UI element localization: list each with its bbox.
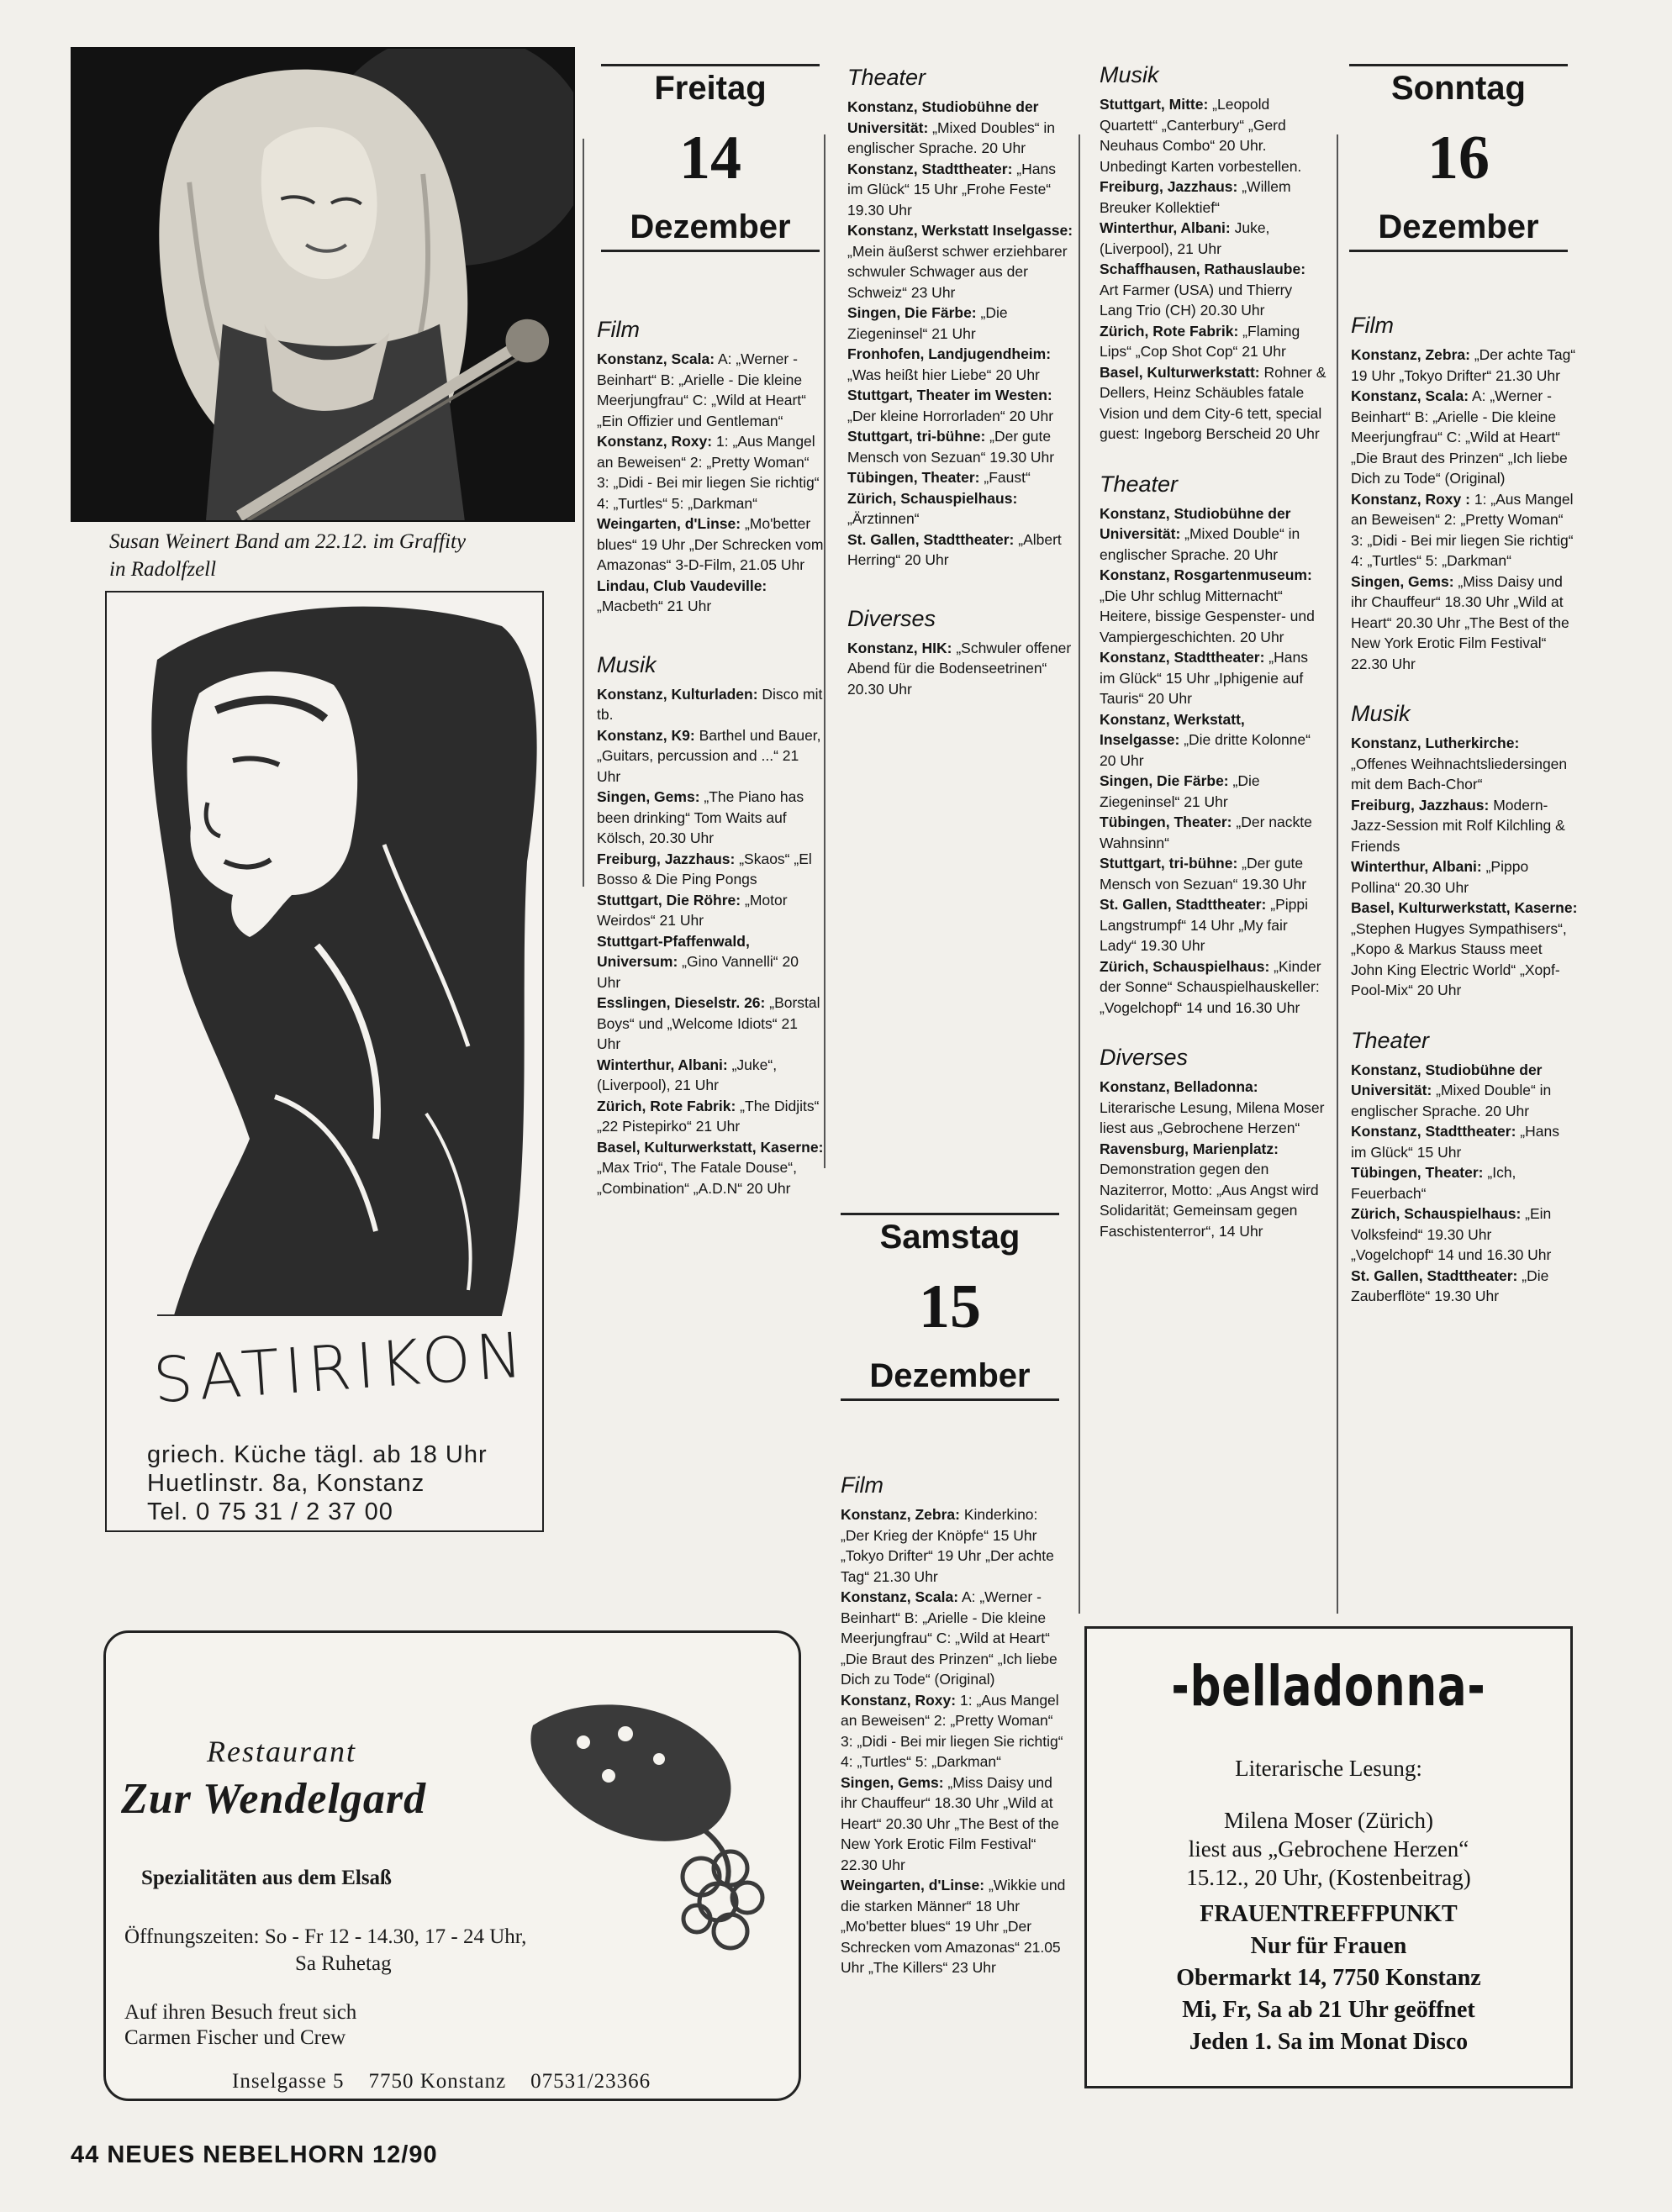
section-heading: Theater [1351,1027,1430,1053]
wendelgard-visit: Carmen Fischer und Crew [124,2026,346,2049]
listing-entry [1100,894,1327,956]
listing-column [1351,311,1578,1307]
listing-venue: Stuttgart, Mitte: [1100,96,1209,113]
section [1351,1026,1578,1307]
weekday: Freitag [654,70,767,107]
section-heading: Film [597,317,640,342]
listing-text: „Willem Breuker Kollektief“ [1100,178,1291,216]
listing-text: Art Farmer (USA) und Thierry Lang Trio (CH) 20.30 Uhr [1100,281,1293,319]
listing-entry [1351,1266,1578,1307]
listing-text: „Was heißt hier Liebe“ 20 Uhr [847,366,1040,383]
listing-entry [597,1137,824,1199]
listing-entry [1100,1077,1327,1139]
listing-entry [597,993,824,1055]
listing-venue: Freiburg, Jazzhaus: [1100,178,1238,195]
listing-entry [847,97,1074,159]
listing-text: „Die Ziegeninsel“ 21 Uhr [1100,772,1260,810]
listing-text: „Kinder der Sonne“ Schauspielhauskeller: „Vogelchopf“ 14 und 16.30 Uhr [1100,957,1321,1016]
listing-entry [597,725,824,787]
listing-text: Rohner & Dellers, Heinz Schäubles fatale Vision und dem City-6 tett, special guest: Ingeborg Berscheid 20 Uhr [1100,363,1327,442]
listing-text: „Pippi Langstrumpf“ 14 Uhr „My fair Lady“ 19.30 Uhr [1100,896,1308,954]
listing-venue: Basel, Kulturwerkstatt, Kaserne: [597,1138,824,1156]
grapes-icon [516,1692,785,1969]
listing-venue: Singen, Gems: [841,1773,944,1791]
listing-text: „Die dritte Kolonne“ 20 Uhr [1100,731,1311,769]
listing-venue: Konstanz, Roxy: [597,433,713,450]
belladonna-open: Mi, Fr, Sa ab 21 Uhr geöffnet [1182,1997,1475,2023]
listing-text: „The Piano has been drinking“ Tom Waits auf Kölsch, 20.30 Uhr [597,788,804,846]
section [597,650,824,1199]
listing-text: „Macbeth“ 21 Uhr [597,598,712,614]
listing-venue: Konstanz, Kulturladen: [597,685,758,703]
listing-text: „Hans im Glück“ 15 Uhr „Frohe Feste“ 19.30 Uhr [847,160,1056,219]
listing-venue: Konstanz, Studiobühne der Universität: [847,98,1039,136]
belladonna-ad [1084,1626,1573,2088]
listing-venue: Tübingen, Theater: [847,469,980,486]
listing-text: 1: „Aus Mangel an Beweisen“ 2: „Pretty Woman“ 3: „Didi - Bei mir liegen Sie richtig“ 4: „Turtles“ 5: „Darkman“ [1351,490,1574,569]
month: Dezember [869,1357,1031,1394]
listing-entry [847,638,1074,700]
listing-entry [1100,565,1327,647]
listing-entry [847,488,1074,529]
listing-text: „Hans im Glück“ 15 Uhr „Iphigenie auf Tauris“ 20 Uhr [1100,649,1308,707]
listing-entry [1351,1121,1578,1162]
listing-entry [841,1690,1068,1772]
listing-venue: St. Gallen, Stadttheater: [1100,896,1267,913]
listing-venue: Konstanz, Studiobühne der Universität: [1100,504,1291,542]
listing-text: „Die Zauberflöte“ 19.30 Uhr [1351,1267,1549,1304]
listing-venue: Konstanz, Rosgartenmuseum: [1100,566,1312,583]
listing-entry [1351,345,1578,386]
listing-venue: Zürich, Rote Fabrik: [597,1097,736,1114]
listing-venue: Konstanz, Werkstatt, Inselgasse: [1100,710,1245,748]
listing-entry [847,303,1074,344]
listing-text: „Mixed Doubles“ in englischer Sprache. 20 Uhr [847,118,1056,156]
listing-venue: Ravensburg, Marienplatz: [1100,1140,1279,1157]
listing-text: Barthel und Bauer, „Guitars, percussion and ...“ 21 Uhr [597,726,821,785]
belladonna-date: 15.12., 20 Uhr, (Kostenbeitrag) [1186,1865,1471,1890]
listing-venue: Lindau, Club Vaudeville: [597,577,767,594]
month: Dezember [1378,208,1539,245]
section-heading: Musik [1351,701,1411,726]
column-rule [583,139,584,887]
listing-venue: Konstanz, Stadttheater: [1351,1123,1516,1140]
listing-entry [1351,1203,1578,1266]
listing-entry [1100,503,1327,566]
listing-venue: Konstanz, Scala: [1351,387,1469,404]
listing-entry [1100,1139,1327,1242]
section-heading: Film [1351,313,1394,338]
weekday: Sonntag [1391,70,1526,107]
listing-venue: Basel, Kulturwerkstatt, Kaserne: [1351,899,1578,916]
listing-text: „Die Ziegeninsel“ 21 Uhr [847,304,1008,342]
page-footer: 44 NEUES NEBELHORN 12/90 [71,2141,438,2168]
wendelgard-address: Inselgasse 5 7750 Konstanz 07531/23366 [232,2070,651,2093]
listing-venue: Winterthur, Albani: [1100,219,1231,236]
section-heading: Diverses [847,605,936,631]
listing-entry [1351,795,1578,857]
listing-venue: Konstanz, Belladonna: [1100,1078,1258,1095]
listing-venue: Stuttgart, Die Röhre: [597,891,741,908]
listing-text: „Borstal Boys“ und „Welcome Idiots“ 21 Uhr [597,994,820,1052]
listing-entry [597,1055,824,1096]
section [1351,311,1578,674]
satirikon-illustration [107,592,542,1433]
listing-text: „Offenes Weihnachtsliedersingen mit dem Bach-Chor“ [1351,755,1568,793]
belladonna-reads: liest aus „Gebrochene Herzen“ [1188,1836,1469,1862]
listing-text: „Ich, Feuerbach“ [1351,1164,1516,1202]
listing-entry [847,220,1074,303]
section [1100,61,1327,445]
day-header-saturday [841,1213,1059,1401]
listing-text: „Der nackte Wahnsinn“ [1100,814,1312,851]
wendelgard-specialties: Spezialitäten aus dem Elsaß [141,1867,392,1889]
satirikon-line: Tel. 0 75 31 / 2 37 00 [147,1498,393,1525]
listing-text: „Ein Volksfeind“ 19.30 Uhr „Vogelchopf“ 14 und 16.30 Uhr [1351,1205,1552,1263]
listing-text: „Leopold Quartett“ „Canterbury“ „Gerd Neuhaus Combo“ 20 Uhr. Unbedingt Karten vorbestellen. [1100,96,1302,175]
listing-venue: Singen, Die Färbe: [1100,772,1229,789]
listing-entry [597,349,824,431]
weekday: Samstag [879,1219,1021,1256]
section [847,604,1074,700]
listing-text: „Pippo Pollina“ 20.30 Uhr [1351,858,1529,896]
belladonna-treff: FRAUENTREFFPUNKT [1200,1901,1458,1927]
listing-venue: Konstanz, Stadttheater: [1100,649,1265,666]
listing-text: „Der kleine Horrorladen“ 20 Uhr [847,407,1054,424]
listing-text: „Der gute Mensch von Sezuan“ 19.30 Uhr [847,428,1055,466]
section-heading: Theater [1100,471,1179,497]
listing-entry [1100,259,1327,321]
listing-venue: Zürich, Schauspielhaus: [1100,957,1270,975]
listing-entry [847,344,1074,385]
listing-entry [841,1504,1068,1587]
wendelgard-hours: Sa Ruhetag [295,1952,392,1975]
listing-venue: Freiburg, Jazzhaus: [597,850,736,867]
listing-venue: Weingarten, d'Linse: [597,515,741,532]
listing-text: A: „Werner - Beinhart“ B: „Arielle - Die kleine Meerjungfrau“ C: „Wild at Heart“ „Die Braut des Prinzen“ „Ich liebe Dich zu Tode“ (Original) [1351,387,1568,487]
listing-text: „Skaos“ „El Bosso & Die Ping Pongs [597,850,812,887]
listing-entry [1351,856,1578,898]
listing-text: 1: „Aus Mangel an Beweisen“ 2: „Pretty Woman“ 3: „Didi - Bei mir liegen Sie richtig“ 4: „Turtles“ 5: „Darkman“ [841,1691,1063,1770]
listing-entry [847,159,1074,221]
listing-column [847,63,1074,699]
listing-text: „Flaming Lips“ „Cop Shot Cop“ 21 Uhr [1100,322,1300,360]
section [597,315,824,617]
listing-venue: Singen, Gems: [597,788,700,805]
listing-text: „Hans im Glück“ 15 Uhr [1351,1123,1559,1161]
listing-text: „Mo'better blues“ 19 Uhr „Der Schrecken vom Amazonas“ 3-D-Film, 21.05 Uhr [597,515,824,573]
listing-venue: Konstanz, Roxy: [841,1691,957,1709]
day-header-friday [601,64,820,252]
listing-venue: Zürich, Schauspielhaus: [1351,1205,1522,1222]
listing-venue: Konstanz, HIK: [847,639,952,656]
section-heading: Theater [847,65,926,90]
listing-text: „Ärztinnen“ [847,510,920,527]
listing-venue: Konstanz, Werkstatt Inselgasse: [847,222,1073,239]
listing-text: „Gino Vannelli“ 20 Uhr [597,953,799,991]
listing-text: Demonstration gegen den Naziterror, Motto: „Aus Angst wird Solidarität; Gemeinsam gegen Faschistenterror“, 14 Uhr [1100,1161,1319,1240]
section-heading: Musik [1100,62,1159,87]
satirikon-line: Huetlinstr. 8a, Konstanz [147,1470,425,1497]
listing-entry [597,931,824,993]
wendelgard-visit: Auf ihren Besuch freut sich [124,2001,357,2024]
listing-text: Disco mit tb. [597,685,823,723]
listing-entry [597,1096,824,1137]
listing-text: Juke, (Liverpool), 21 Uhr [1100,219,1270,257]
section-heading: Diverses [1100,1045,1189,1070]
satirikon-line: griech. Küche tägl. ab 18 Uhr [147,1441,488,1468]
listing-text: Kinderkino: „Der Krieg der Knöpfe“ 15 Uhr „Tokyo Drifter“ 19 Uhr „Der achte Tag“ 21.30 Uhr [841,1506,1054,1585]
listing-entry [1351,1162,1578,1203]
listing-venue: Winterthur, Albani: [597,1056,728,1073]
photo-caption-line: Susan Weinert Band am 22.12. im Graffity [109,530,467,553]
photo-caption-line: in Radolfzell [109,558,217,581]
listing-venue: Konstanz, Studiobühne der Universität: [1351,1061,1543,1098]
concert-photo [71,47,575,522]
listing-venue: Konstanz, Zebra: [1351,346,1470,363]
listing-text: „Miss Daisy und ihr Chauffeur“ 18.30 Uhr „Wild at Heart“ 20.30 Uhr „The Best of the New York Erotic Film Festival“ 22.30 Uhr [1351,572,1569,672]
listing-entry [847,385,1074,426]
listing-venue: Singen, Gems: [1351,572,1454,590]
listing-venue: Stuttgart-Pfaffenwald, Universum: [597,932,750,970]
listing-text: „Motor Weirdos“ 21 Uhr [597,891,788,929]
satirikon-name: SATIRIKON [150,1319,530,1418]
listing-column [841,1471,1068,1978]
listing-entry [1100,218,1327,259]
section-heading: Film [841,1472,883,1498]
listing-entry [1100,853,1327,894]
listing-venue: Konstanz, Stadttheater: [847,160,1013,177]
wendelgard-name: Zur Wendelgard [121,1775,427,1823]
listing-entry [1351,733,1578,795]
wendelgard-hours: Öffnungszeiten: So - Fr 12 - 14.30, 17 - 24 Uhr, [124,1925,527,1948]
belladonna-lesung: Literarische Lesung: [1235,1756,1422,1781]
section [1351,699,1578,1001]
listing-text: „The Didjits“ „22 Pistepirko“ 21 Uhr [597,1097,820,1135]
month: Dezember [630,208,791,245]
listing-entry [847,426,1074,467]
listing-text: „Miss Daisy und ihr Chauffeur“ 18.30 Uhr „Wild at Heart“ 20.30 Uhr „The Best of the New York Erotic Film Festival“ 22.30 Uhr [841,1773,1059,1873]
listing-venue: Konstanz, Lutherkirche: [1351,735,1520,751]
listing-venue: Zürich, Schauspielhaus: [847,489,1018,507]
listing-entry [597,514,824,576]
belladonna-address: Obermarkt 14, 7750 Konstanz [1176,1965,1481,1991]
listing-entry [1100,771,1327,812]
listing-text: „Albert Herring“ 20 Uhr [847,530,1062,568]
listing-text: „Mixed Double“ in englischer Sprache. 20 Uhr [1100,525,1300,563]
listing-entry [1351,386,1578,489]
listing-column [1100,61,1327,1241]
listing-text: 1: „Aus Mangel an Beweisen“ 2: „Pretty Woman“ 3: „Didi - Bei mir liegen Sie richtig“ 4: „Turtles“ 5: „Darkman“ [597,433,820,512]
listing-entry [597,576,824,617]
listing-entry [1351,571,1578,675]
satirikon-ad [105,591,544,1532]
listing-entry [597,849,824,890]
listing-text: Literarische Lesung, Milena Moser liest aus „Gebrochene Herzen“ [1100,1098,1325,1136]
listing-entry [1351,489,1578,571]
listing-entry [1100,647,1327,709]
listing-venue: Fronhofen, Landjugendheim: [847,345,1052,362]
listing-venue: Weingarten, d'Linse: [841,1877,985,1893]
listing-venue: Konstanz, Scala: [841,1588,959,1605]
listing-entry [841,1587,1068,1690]
listing-venue: Basel, Kulturwerkstatt: [1100,363,1260,381]
listing-text: „Faust“ [984,469,1031,486]
listing-entry [847,467,1074,488]
photo-caption [109,528,580,583]
wendelgard-ad [103,1630,801,2101]
listing-text: „Der gute Mensch von Sezuan“ 19.30 Uhr [1100,855,1307,893]
column-rule [1337,134,1338,1614]
listing-entry [1351,898,1578,1001]
section-heading: Musik [597,651,657,677]
listing-entry [597,684,824,725]
listing-text: „Max Trio“, The Fatale Douse“, „Combination“ „A.D.N“ 20 Uhr [597,1159,797,1197]
listing-text: A: „Werner - Beinhart“ B: „Arielle - Die kleine Meerjungfrau“ C: „Wild at Heart“ „Ein Offizier und Gentleman“ [597,350,806,429]
listing-text: „Der achte Tag“ 19 Uhr „Tokyo Drifter“ 21.30 Uhr [1351,346,1576,384]
column-rule [824,134,825,1168]
listing-venue: Esslingen, Dieselstr. 26: [597,994,766,1011]
photo-image [72,49,573,520]
day-header-sunday [1349,64,1568,252]
section [847,63,1074,571]
listing-venue: St. Gallen, Stadttheater: [1351,1267,1518,1284]
listing-text: „Stephen Hugyes Sympathisers“, „Kopo & Markus Stauss meet John King Electric World“ „Xopf-Pool-Mix“ 20 Uhr [1351,919,1567,998]
listing-venue: Konstanz, K9: [597,726,695,744]
section [841,1471,1068,1978]
listing-venue: Konstanz, Scala: [597,350,715,367]
listing-entry [1100,362,1327,445]
listing-venue: Stuttgart, Theater im Westen: [847,387,1052,403]
listing-text: Modern-Jazz-Session mit Rolf Kilchling & Friends [1351,796,1565,855]
listing-entry [841,1772,1068,1876]
listing-entry [1100,956,1327,1019]
day-number: 16 [1427,124,1490,192]
listing-entry [847,529,1074,571]
belladonna-only: Nur für Frauen [1250,1933,1407,1959]
listing-entry [597,890,824,931]
listing-text: „Schwuler offener Abend für die Bodenseetrinen“ 20.30 Uhr [847,639,1072,698]
listing-venue: Konstanz, Zebra: [841,1506,960,1523]
listing-entry [1100,94,1327,176]
listing-entry [1100,709,1327,772]
belladonna-author: Milena Moser (Zürich) [1224,1808,1433,1833]
listing-venue: Stuttgart, tri-bühne: [1100,855,1238,872]
belladonna-disco: Jeden 1. Sa im Monat Disco [1189,2029,1469,2055]
column-rule [1079,134,1080,1614]
listing-text: A: „Werner - Beinhart“ B: „Arielle - Die kleine Meerjungfrau“ C: „Wild at Heart“ „Die Braut des Prinzen“ „Ich liebe Dich zu Tode“ (Original) [841,1588,1058,1688]
listing-text: „Mixed Double“ in englischer Sprache. 20 Uhr [1351,1082,1552,1119]
listing-text: „Die Uhr schlug Mitternacht“ Heitere, bissige Gespenster- und Vampiergeschichten. 20 Uhr [1100,587,1315,645]
listing-text: „Mein äußerst schwer erziehbarer schwuler Schwager aus der Schweiz“ 23 Uhr [847,242,1068,301]
listing-entry [597,787,824,849]
listing-venue: Zürich, Rote Fabrik: [1100,322,1239,340]
section [1100,470,1327,1019]
listing-venue: Konstanz, Roxy : [1351,490,1470,508]
listing-venue: Winterthur, Albani: [1351,858,1482,875]
listing-venue: Stuttgart, tri-bühne: [847,428,986,445]
section [1100,1043,1327,1241]
listing-venue: Singen, Die Färbe: [847,304,977,321]
listing-venue: Schaffhausen, Rathauslaube: [1100,261,1306,277]
wendelgard-restaurant: Restaurant [207,1735,356,1768]
listing-venue: Freiburg, Jazzhaus: [1351,796,1490,814]
day-number: 14 [679,124,741,192]
listing-column [597,315,824,1198]
listing-entry [1351,1060,1578,1122]
listing-venue: Tübingen, Theater: [1351,1164,1484,1181]
listing-venue: St. Gallen, Stadttheater: [847,530,1015,548]
belladonna-logo: -belladonna- [1171,1654,1486,1719]
listing-entry [841,1875,1068,1978]
day-number: 15 [919,1272,981,1341]
listing-venue: Tübingen, Theater: [1100,814,1232,830]
listing-text: „Wikkie und die starken Männer“ 18 Uhr „Mo'better blues“ 19 Uhr „Der Schrecken vom Amazonas“ 21.05 Uhr „The Killers“ 23 Uhr [841,1877,1066,1976]
listing-entry [1100,321,1327,362]
listing-text: „Juke“, (Liverpool), 21 Uhr [597,1056,778,1093]
listing-entry [597,431,824,514]
listing-entry [1100,812,1327,853]
listing-entry [1100,176,1327,218]
